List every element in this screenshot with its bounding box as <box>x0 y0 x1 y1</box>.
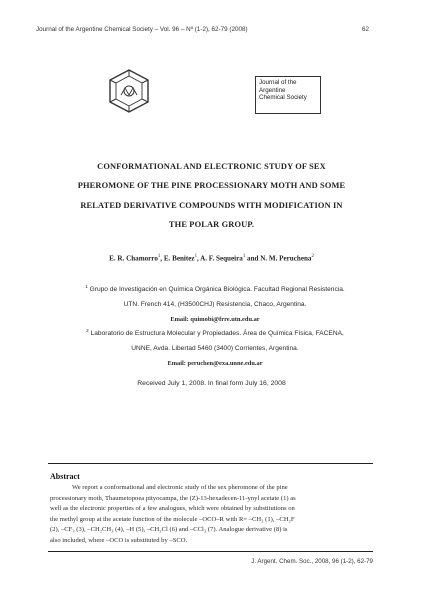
journal-box-line: Argentine <box>259 86 286 94</box>
affiliation-address: UNNE, Avda. Libertad 5460 (3400) Corrientes, Argentina. <box>131 345 299 353</box>
affiliation-2 <box>50 323 380 371</box>
abstract-top-rule <box>48 463 373 464</box>
email-link[interactable]: quimobi@frre.utn.edu.ar <box>190 316 260 324</box>
title-line: PHEROMONE OF THE PINE PROCESSIONARY MOTH AND SOME <box>77 181 346 191</box>
received-dates: Received July 1, 2008. In final form July 16, 2008 <box>137 380 286 387</box>
affiliation-1 <box>50 279 380 327</box>
email-label: Email: <box>167 360 186 368</box>
paper-title <box>40 157 383 234</box>
email-label: Email: <box>170 316 189 324</box>
abstract-line: also included, where –OCO is substituted by –SCO. <box>50 536 188 544</box>
author-affiliation-mark: 1 <box>157 254 161 259</box>
author-list: E. R. Chamorro$^1$, E. Benitez$^1$, A. F. Sequeira$^1$ and N. M. Peruchena$^2$ <box>109 254 314 263</box>
abstract-line: We report a conformational and electronic study of the sex pheromone of the pine <box>72 484 288 491</box>
author-name: E. Benitez <box>163 254 195 263</box>
author-name: E. R. Chamorro <box>109 254 158 263</box>
page-number: 62 <box>361 26 369 33</box>
title-line: THE POLAR GROUP. <box>168 219 255 229</box>
affiliation-text: Laboratorio de Estructura Molecular y Propiedades. Área de Química Física, FACENA, <box>90 330 344 338</box>
abstract-heading: Abstract <box>50 472 80 481</box>
author-conjunction: and <box>247 254 259 263</box>
footer-citation: J. Argent. Chem. Soc., 2008, 96 (1-2), 62-79 <box>251 558 373 565</box>
abstract-line: processionary moth, Thaumetopoea pityocampa, the (Z)-13-hexadecen-11-ynyl acetate (1) as <box>50 494 296 502</box>
title-line: CONFORMATIONAL AND ELECTRONIC STUDY OF SEX <box>97 162 326 171</box>
author-affiliation-mark: 1 <box>194 254 197 259</box>
running-header <box>36 26 369 33</box>
author-affiliation-mark: 2 <box>311 254 314 259</box>
journal-citation-header: Journal of the Argentine Chemical Society – Vol. 96 – Nº (1-2), 62-79 (2008) <box>36 26 248 33</box>
journal-box-line: Chemical Society <box>259 94 307 102</box>
abstract-line: the methyl group at the acetate function of the molecule –OCO–R with R= –CH₃ (1), –CH₂F <box>50 515 295 523</box>
author-name: N. M. Peruchena <box>260 254 312 263</box>
footer-rule <box>48 551 373 552</box>
journal-name-box <box>255 76 321 114</box>
society-logo-icon <box>106 68 152 114</box>
affiliation-address: UTN. French 414, (H3500CHJ) Resistencia, Chaco, Argentina. <box>123 301 307 309</box>
journal-box-line: Journal of the <box>259 79 297 86</box>
abstract-text <box>50 483 372 547</box>
abstract-line: well as the electronic properties of a few analogues, which were obtained by substitutions on <box>50 505 295 513</box>
affiliation-mark: 1 <box>85 284 88 289</box>
email-link[interactable]: peruchen@exa.unne.edu.ar <box>187 360 263 368</box>
abstract-line: (2), –CF₃ (3), –CH₂CH₃ (4), –H (5), –CH₂Cl (6) and –CCl₃ (7). Analogue derivative (8) is <box>50 526 288 534</box>
title-line: RELATED DERIVATIVE COMPOUNDS WITH MODIFICATION IN <box>80 200 343 210</box>
author-affiliation-mark: 1 <box>242 254 246 259</box>
affiliation-mark: 2 <box>86 328 89 333</box>
affiliation-text: Grupo de Investigación en Química Orgánica Biológica. Facultad Regional Resistencia. <box>89 286 345 294</box>
author-name: A. F. Sequeira <box>200 254 243 263</box>
